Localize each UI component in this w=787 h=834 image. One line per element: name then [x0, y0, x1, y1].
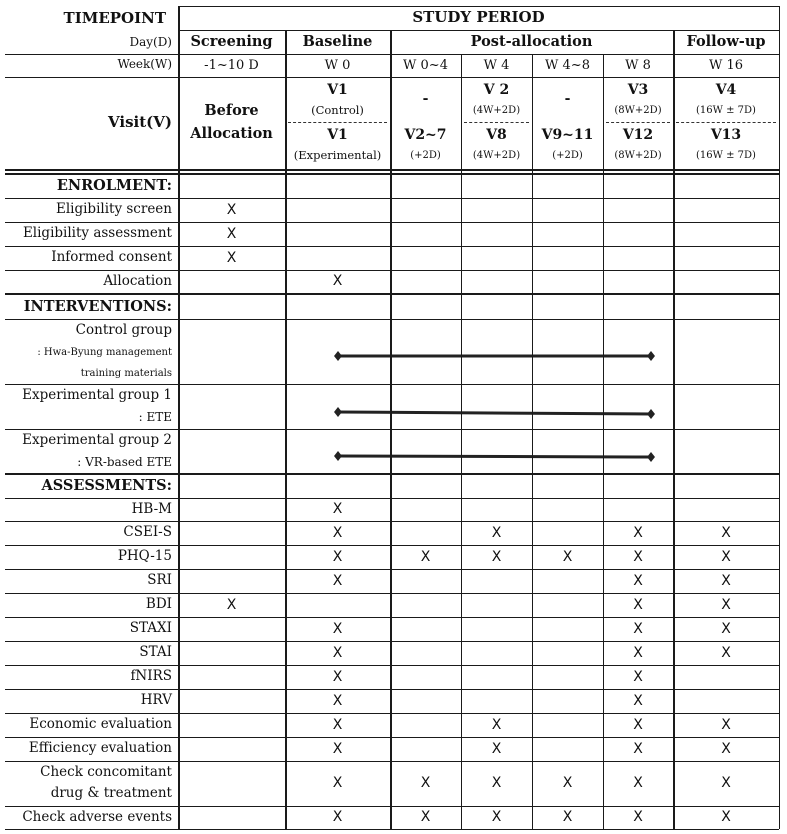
- x-mark: X: [491, 740, 502, 757]
- screening-visit-line2: Allocation: [190, 124, 273, 142]
- x-mark: X: [633, 775, 643, 792]
- control-visit-name: V4: [715, 81, 737, 98]
- experimental-visit-name: V2~7: [404, 126, 447, 143]
- x-mark: X: [332, 273, 343, 290]
- week-value: W 0: [324, 57, 351, 73]
- grid-line-h: [5, 829, 779, 830]
- assessment-row-label: Economic evaluation: [29, 716, 172, 733]
- enrolment-row-label: Eligibility assessment: [22, 225, 172, 242]
- control-visit-name: -: [422, 90, 429, 107]
- x-mark: X: [721, 775, 731, 792]
- assessment-row-label: Check adverse events: [22, 808, 172, 825]
- x-mark: X: [226, 225, 237, 242]
- x-mark: X: [420, 548, 431, 565]
- x-mark: X: [332, 501, 343, 518]
- experimental-visit-note: (+2D): [552, 150, 583, 162]
- x-mark: X: [332, 620, 343, 637]
- study-period-label: STUDY PERIOD: [412, 8, 545, 27]
- x-mark: X: [491, 809, 502, 826]
- control-visit-name: V1: [327, 81, 348, 98]
- visit-dashed-divider: [676, 122, 776, 123]
- control-visit-name: V 2: [483, 81, 510, 98]
- x-mark: X: [332, 740, 343, 757]
- x-mark: X: [721, 572, 731, 589]
- intervention-period-line: [338, 456, 651, 457]
- x-mark: X: [562, 548, 573, 565]
- diamond-endpoint-icon: [647, 351, 655, 361]
- x-mark: X: [226, 201, 237, 218]
- experimental-visit-note: (+2D): [410, 150, 441, 162]
- experimental-visit-name: V13: [710, 126, 742, 143]
- control-visit-name: V3: [627, 81, 649, 98]
- x-mark: X: [633, 524, 643, 541]
- assessment-row-label: PHQ-15: [117, 548, 172, 565]
- assessment-row-label: CSEI-S: [123, 524, 172, 541]
- control-visit-note: (Control): [311, 103, 364, 118]
- diamond-endpoint-icon: [334, 407, 342, 417]
- assessment-row-label: fNIRS: [130, 668, 172, 685]
- x-mark: X: [562, 775, 573, 792]
- x-mark: X: [721, 596, 731, 613]
- x-mark: X: [633, 596, 643, 613]
- x-mark: X: [633, 668, 643, 685]
- x-mark: X: [491, 548, 502, 565]
- intervention-sublabel: : VR-based ETE: [77, 454, 172, 469]
- x-mark: X: [633, 644, 643, 661]
- x-mark: X: [332, 524, 343, 541]
- week-value: W 4~8: [545, 57, 590, 73]
- week-label: Week(W): [117, 57, 172, 72]
- x-mark: X: [332, 668, 343, 685]
- control-visit-note: (8W+2D): [614, 105, 662, 117]
- intervention-sublabel: : ETE: [138, 409, 172, 424]
- visit-label: Visit(V): [108, 113, 172, 132]
- x-mark: X: [420, 775, 431, 792]
- x-mark: X: [721, 644, 731, 661]
- control-visit-name: -: [564, 90, 571, 107]
- intervention-label: Control group: [75, 322, 172, 339]
- visit-dashed-divider: [288, 122, 387, 123]
- phase-label: Screening: [190, 33, 273, 51]
- assessment-row-label: BDI: [145, 596, 172, 613]
- header-double-rule: [5, 169, 779, 171]
- x-mark: X: [332, 716, 343, 733]
- assessment-row-label: STAI: [139, 644, 172, 661]
- week-value: W 4: [483, 57, 510, 73]
- x-mark: X: [721, 524, 731, 541]
- x-mark: X: [721, 548, 731, 565]
- enrolment-row-label: Informed consent: [51, 249, 172, 266]
- experimental-visit-name: V8: [486, 126, 507, 143]
- control-visit-note: (16W ± 7D): [696, 105, 756, 117]
- experimental-visit-note: (16W ± 7D): [696, 150, 756, 162]
- x-mark: X: [721, 740, 731, 757]
- assessment-row-label: drug & treatment: [50, 785, 172, 802]
- x-mark: X: [332, 692, 343, 709]
- intervention-period-line: [338, 412, 651, 414]
- timepoint-label: TIMEPOINT: [63, 9, 166, 28]
- x-mark: X: [633, 716, 643, 733]
- experimental-visit-note: (4W+2D): [472, 150, 521, 162]
- day-label: Day(D): [129, 35, 172, 50]
- diamond-endpoint-icon: [334, 351, 342, 361]
- x-mark: X: [226, 249, 237, 266]
- visit-dashed-divider: [606, 122, 670, 123]
- x-mark: X: [491, 716, 502, 733]
- assessment-row-label: STAXI: [129, 620, 172, 637]
- phase-label: Post-allocation: [470, 33, 593, 51]
- grid-line-v: [779, 6, 780, 829]
- x-mark: X: [332, 809, 343, 826]
- section-assessments: ASSESSMENTS:: [41, 477, 172, 495]
- phase-label: Baseline: [302, 33, 373, 51]
- x-mark: X: [562, 809, 573, 826]
- enrolment-row-label: Allocation: [103, 272, 172, 289]
- week-value: W 0~4: [403, 57, 448, 73]
- diamond-endpoint-icon: [647, 409, 655, 419]
- intervention-sublabel: : Hwa-Byung management: [37, 347, 172, 359]
- section-interventions: INTERVENTIONS:: [23, 297, 172, 315]
- experimental-visit-name: V9~11: [541, 126, 594, 143]
- control-visit-note: (4W+2D): [472, 105, 521, 117]
- x-mark: X: [633, 740, 643, 757]
- experimental-visit-name: V12: [622, 126, 654, 143]
- visit-dashed-divider: [464, 122, 529, 123]
- x-mark: X: [226, 596, 237, 613]
- week-value: -1~10 D: [204, 57, 259, 73]
- assessment-row-label: Check concomitant: [40, 764, 172, 781]
- intervention-sublabel: training materials: [80, 368, 172, 380]
- x-mark: X: [491, 524, 502, 541]
- diamond-endpoint-icon: [334, 451, 342, 461]
- x-mark: X: [332, 572, 343, 589]
- x-mark: X: [633, 692, 643, 709]
- intervention-label: Experimental group 1: [22, 387, 172, 404]
- x-mark: X: [633, 572, 643, 589]
- x-mark: X: [633, 809, 643, 826]
- x-mark: X: [332, 548, 343, 565]
- week-value: W 16: [708, 57, 744, 73]
- screening-visit-line1: Before: [204, 101, 259, 119]
- x-mark: X: [633, 548, 643, 565]
- enrolment-row-label: Eligibility screen: [55, 201, 172, 218]
- phase-label: Follow-up: [686, 33, 766, 51]
- section-enrolment: ENROLMENT:: [56, 176, 172, 194]
- x-mark: X: [721, 620, 731, 637]
- x-mark: X: [332, 775, 343, 792]
- x-mark: X: [332, 644, 343, 661]
- x-mark: X: [491, 775, 502, 792]
- experimental-visit-note: (Experimental): [293, 148, 382, 163]
- experimental-visit-name: V1: [327, 126, 348, 143]
- intervention-label: Experimental group 2: [22, 432, 172, 449]
- assessment-row-label: HB-M: [131, 500, 172, 517]
- x-mark: X: [633, 620, 643, 637]
- grid-line-v: [532, 54, 533, 829]
- assessment-row-label: SRI: [147, 572, 172, 589]
- experimental-visit-note: (8W+2D): [614, 150, 662, 162]
- x-mark: X: [420, 809, 431, 826]
- diamond-endpoint-icon: [647, 452, 655, 462]
- x-mark: X: [721, 716, 731, 733]
- assessment-row-label: Efficiency evaluation: [28, 740, 172, 757]
- week-value: W 8: [625, 57, 651, 73]
- assessment-row-label: HRV: [140, 692, 172, 709]
- x-mark: X: [721, 809, 731, 826]
